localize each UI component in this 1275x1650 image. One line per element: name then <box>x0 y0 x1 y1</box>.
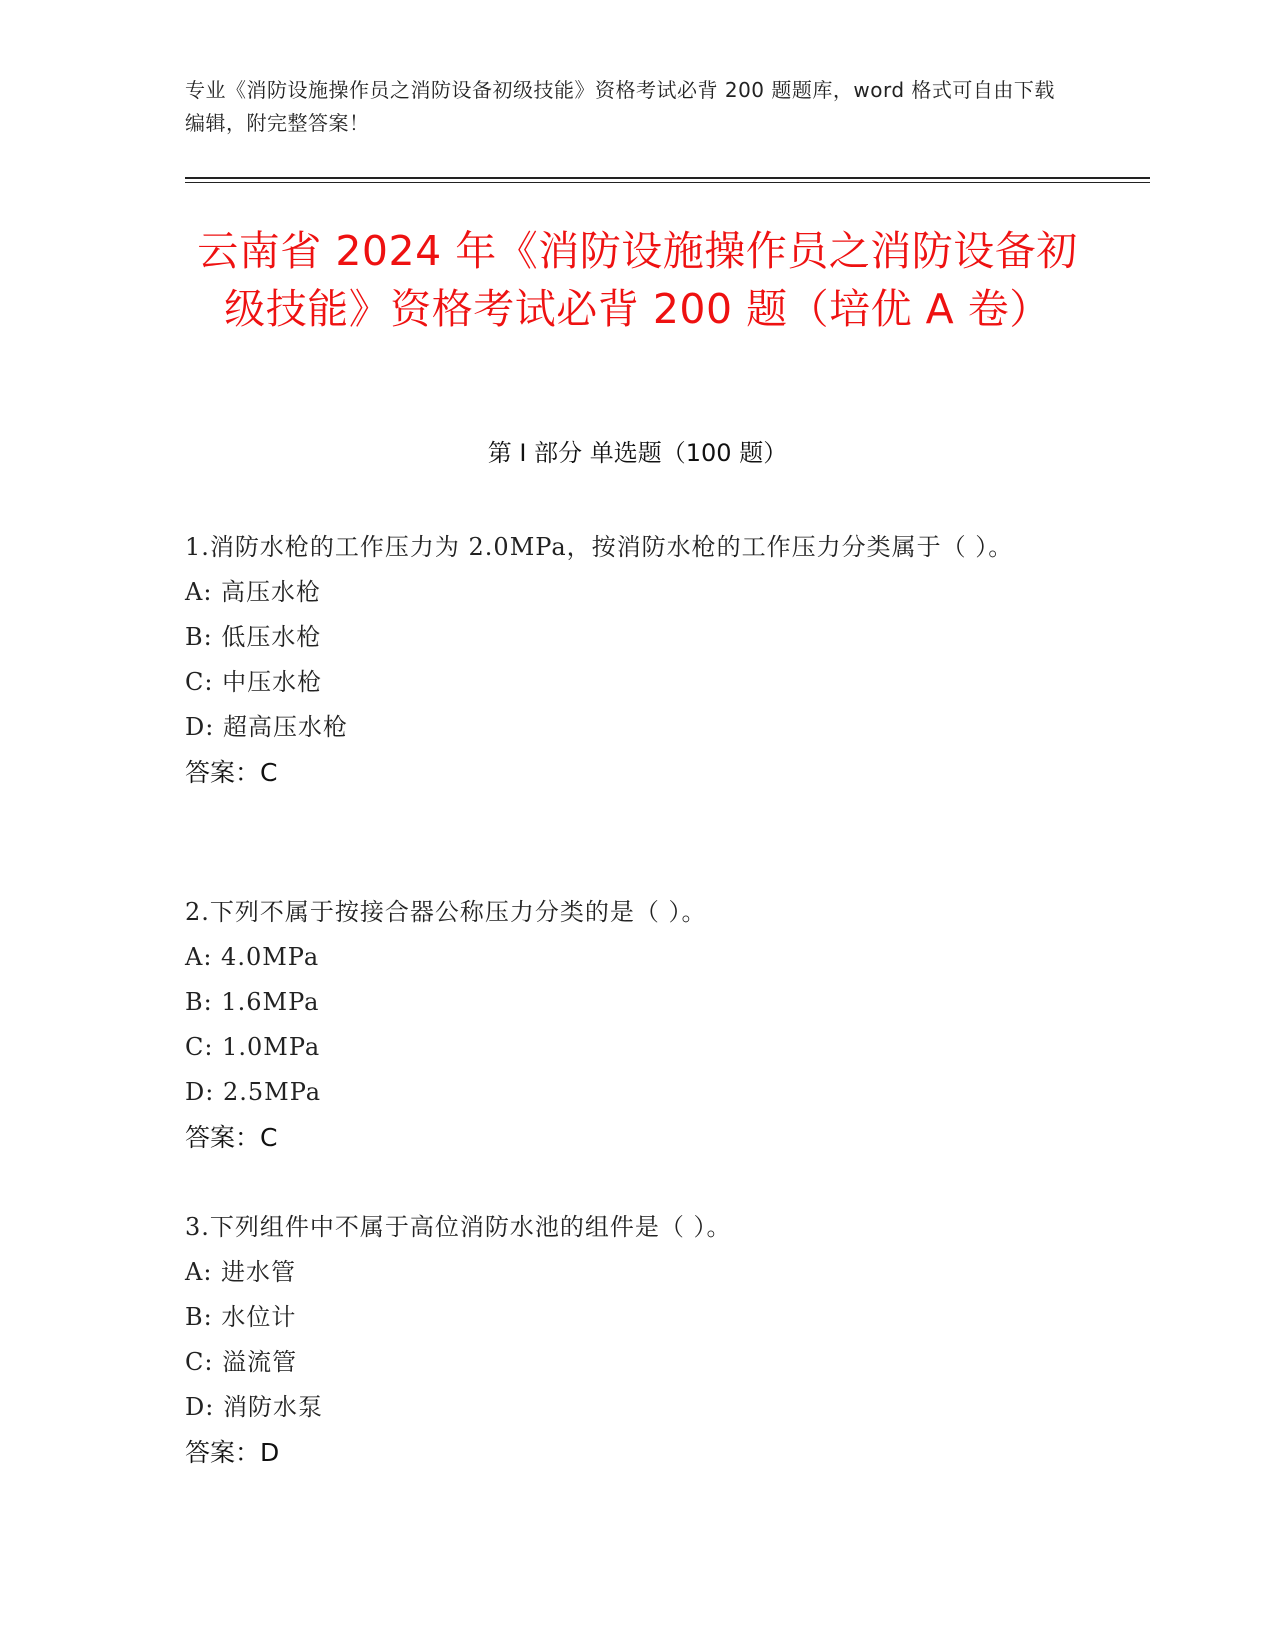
option-d: D: 2.5MPa <box>185 1078 322 1106</box>
question-3 <box>185 1205 1085 1475</box>
document-title: 云南省 2024 年《消防设施操作员之消防设备初级技能》资格考试必背 200 题（培优 A 卷） <box>197 227 1078 333</box>
answer: 答案：D <box>185 1438 280 1467</box>
answer: 答案：C <box>185 758 278 787</box>
option-c: C: 溢流管 <box>185 1348 298 1376</box>
option-b: B: 1.6MPa <box>185 988 320 1016</box>
option-b: B: 低压水枪 <box>185 623 322 651</box>
option-c: C: 中压水枪 <box>185 668 323 696</box>
option-a: A: 高压水枪 <box>185 578 322 606</box>
option-a: A: 4.0MPa <box>185 943 320 971</box>
section-heading: 第 I 部分 单选题（100 题） <box>487 439 788 467</box>
question-stem: 2.下列不属于按接合器公称压力分类的是（ ）。 <box>185 898 707 926</box>
option-a: A: 进水管 <box>185 1258 297 1286</box>
question-stem: 1.消防水枪的工作压力为 2.0MPa，按消防水枪的工作压力分类属于（ ）。 <box>185 533 1014 561</box>
answer: 答案：C <box>185 1123 278 1152</box>
option-b: B: 水位计 <box>185 1303 297 1331</box>
option-d: D: 超高压水枪 <box>185 713 348 741</box>
option-c: C: 1.0MPa <box>185 1033 321 1061</box>
option-d: D: 消防水泵 <box>185 1393 323 1421</box>
header-note: 专业《消防设施操作员之消防设备初级技能》资格考试必背 200 题题库，word 格式可自由下载编辑，附完整答案！ <box>185 78 1055 135</box>
question-2 <box>185 890 1085 1160</box>
header-rule-thin <box>185 182 1150 183</box>
header-rule-thick <box>185 177 1150 179</box>
question-1 <box>185 525 1085 795</box>
question-stem: 3.下列组件中不属于高位消防水池的组件是（ ）。 <box>185 1213 732 1241</box>
